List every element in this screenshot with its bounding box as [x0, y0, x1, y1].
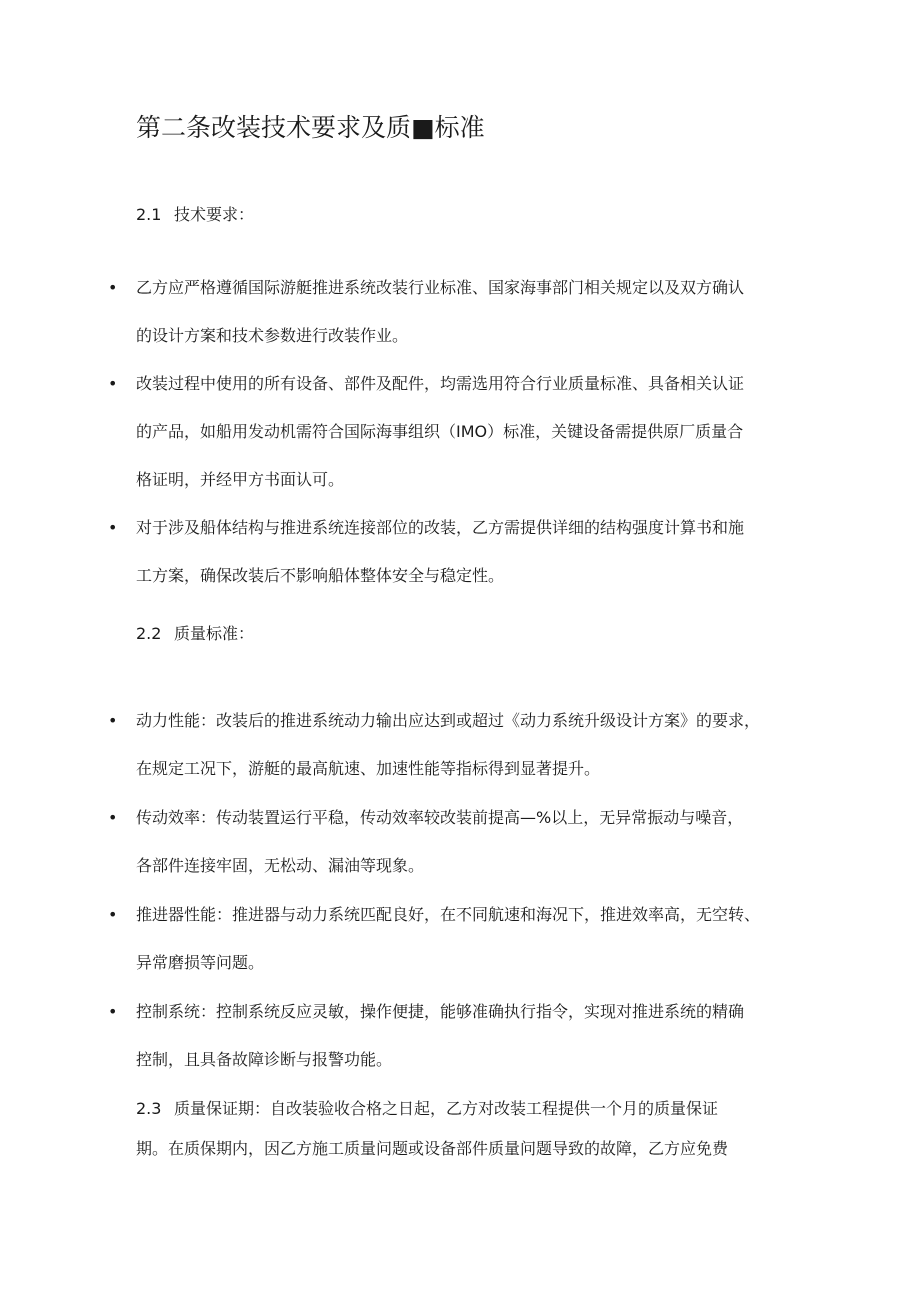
section-2-3-paragraph — [136, 1089, 788, 1169]
text-line: 工方案，确保改装后不影响船体整体安全与稳定性。 — [136, 566, 505, 585]
list-item — [108, 264, 788, 360]
text-line: 异常磨损等问题。 — [136, 953, 265, 972]
bullet-marker: • — [108, 278, 118, 297]
section-label: 技术要求： — [174, 205, 255, 224]
list-item — [108, 988, 788, 1084]
section-number: 2.1 — [136, 205, 162, 224]
page-title: 第二条改装技术要求及质■标准 — [136, 113, 485, 142]
bullet-marker: • — [108, 808, 118, 827]
list-item-text — [136, 794, 788, 890]
section-label: 质量标准： — [174, 624, 255, 643]
bullet-marker: • — [108, 1002, 118, 1021]
bullet-marker: • — [108, 374, 118, 393]
text-line: 推进器性能：推进器与动力系统匹配良好，在不同航速和海况下，推进效率高，无空转、 — [136, 905, 761, 924]
list-item — [108, 794, 788, 890]
section-number: 2.2 — [136, 624, 162, 643]
section-number: 2.3 — [136, 1099, 162, 1118]
text-line — [136, 1089, 788, 1129]
list-item-text — [136, 891, 788, 987]
text-line: 传动效率：传动装置运行平稳，传动效率较改装前提高—%以上，无异常振动与噪音， — [136, 808, 744, 827]
text-line: 控制，且具备故障诊断与报警功能。 — [136, 1050, 393, 1069]
text-line: 对于涉及船体结构与推进系统连接部位的改装，乙方需提供详细的结构强度计算书和施 — [136, 518, 745, 537]
list-item — [108, 891, 788, 987]
bullet-marker: • — [108, 905, 118, 924]
list-item-text — [136, 504, 788, 600]
list-item — [108, 504, 788, 600]
text-line: 格证明，并经甲方书面认可。 — [136, 470, 345, 489]
text-line: 的设计方案和技术参数进行改装作业。 — [136, 326, 409, 345]
list-item-text — [136, 988, 788, 1084]
text-line: 动力性能：改装后的推进系统动力输出应达到或超过《动力系统升级设计方案》的要求， — [136, 711, 761, 730]
section-2-2-heading — [136, 622, 254, 646]
list-item-text — [136, 264, 788, 360]
section-2-3-line-1: 质量保证期：自改装验收合格之日起，乙方对改装工程提供一个月的质量保证 — [174, 1099, 719, 1118]
text-line: 的产品，如船用发动机需符合国际海事组织（IMO）标准，关键设备需提供原厂质量合 — [136, 422, 744, 441]
list-item-text — [136, 360, 788, 504]
text-line: 期。在质保期内，因乙方施工质量问题或设备部件质量问题导致的故障，乙方应免费 — [136, 1139, 729, 1158]
text-line: 乙方应严格遵循国际游艇推进系统改装行业标准、国家海事部门相关规定以及双方确认 — [136, 278, 745, 297]
bullet-marker: • — [108, 518, 118, 537]
text-line: 控制系统：控制系统反应灵敏，操作便捷，能够准确执行指令，实现对推进系统的精确 — [136, 1002, 745, 1021]
list-item-text — [136, 697, 788, 793]
text-line: 改装过程中使用的所有设备、部件及配件，均需选用符合行业质量标准、具备相关认证 — [136, 374, 745, 393]
list-item — [108, 360, 788, 504]
section-2-1-heading — [136, 203, 254, 227]
bullet-marker: • — [108, 711, 118, 730]
text-line: 各部件连接牢固，无松动、漏油等现象。 — [136, 856, 425, 875]
text-line: 在规定工况下，游艇的最高航速、加速性能等指标得到显著提升。 — [136, 759, 601, 778]
list-item — [108, 697, 788, 793]
